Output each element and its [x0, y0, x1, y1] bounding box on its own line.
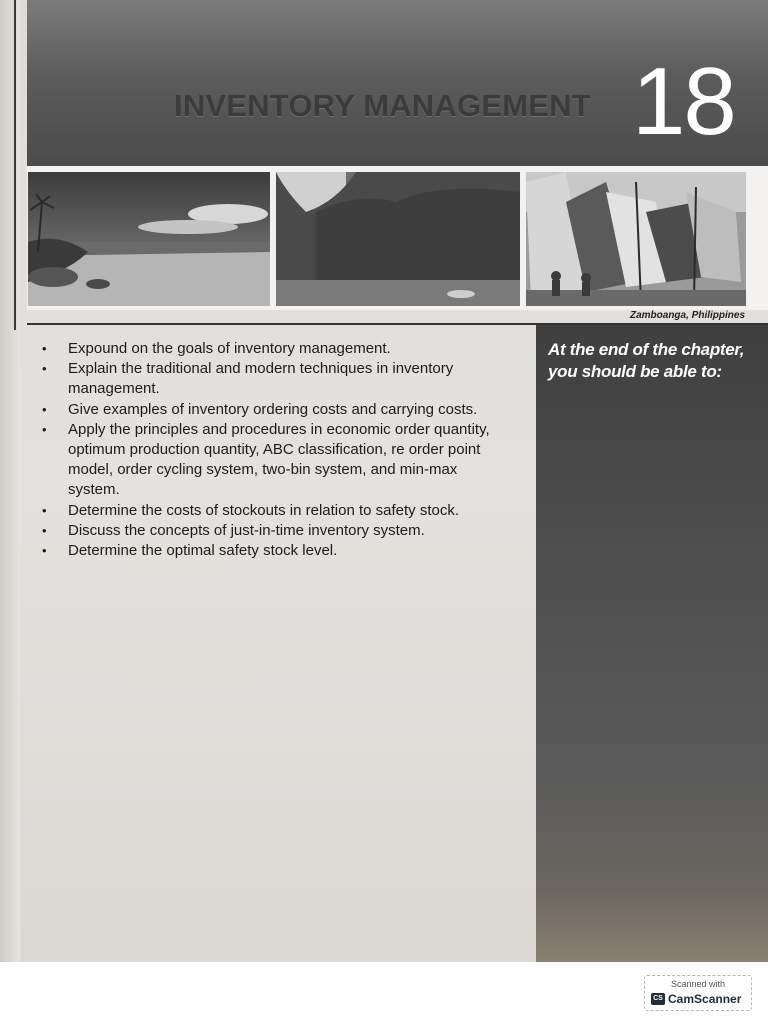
camscanner-logo-icon: CS — [651, 993, 665, 1005]
binding-line — [14, 0, 16, 330]
camscanner-name: CamScanner — [668, 992, 742, 1006]
objective-item: • Expound on the goals of inventory management. — [40, 339, 508, 359]
sidebar-heading: At the end of the chapter, you should be able to: — [548, 340, 745, 381]
objective-item: • Explain the traditional and modern techniques in inventory management. — [40, 359, 508, 399]
chapter-title: INVENTORY MANAGEMENT — [174, 88, 591, 123]
objective-item: • Discuss the concepts of just-in-time inventory system. — [40, 521, 508, 541]
objective-item: • Determine the optimal safety stock level. — [40, 541, 508, 561]
objectives-list — [40, 339, 508, 561]
camscanner-badge — [644, 975, 752, 1011]
photo-strip — [27, 166, 768, 310]
vinta-sails-photo — [526, 172, 746, 306]
sidebar-panel — [536, 325, 768, 962]
scanned-with-label: Scanned with — [670, 979, 726, 989]
beach-photo — [28, 172, 270, 306]
cliff-lake-photo — [276, 172, 520, 306]
photo-caption: Zamboanga, Philippines — [629, 310, 745, 321]
chapter-number: 18 — [632, 48, 735, 155]
objective-item: • Give examples of inventory ordering costs and carrying costs. — [40, 400, 508, 420]
objective-item: • Apply the principles and procedures in economic order quantity, optimum production quantity, ABC classification, re order point model, order cycling system, two-bin system, and min-max system. — [40, 420, 508, 501]
page-left-margin — [0, 0, 20, 962]
objective-item: • Determine the costs of stockouts in relation to safety stock. — [40, 501, 508, 521]
